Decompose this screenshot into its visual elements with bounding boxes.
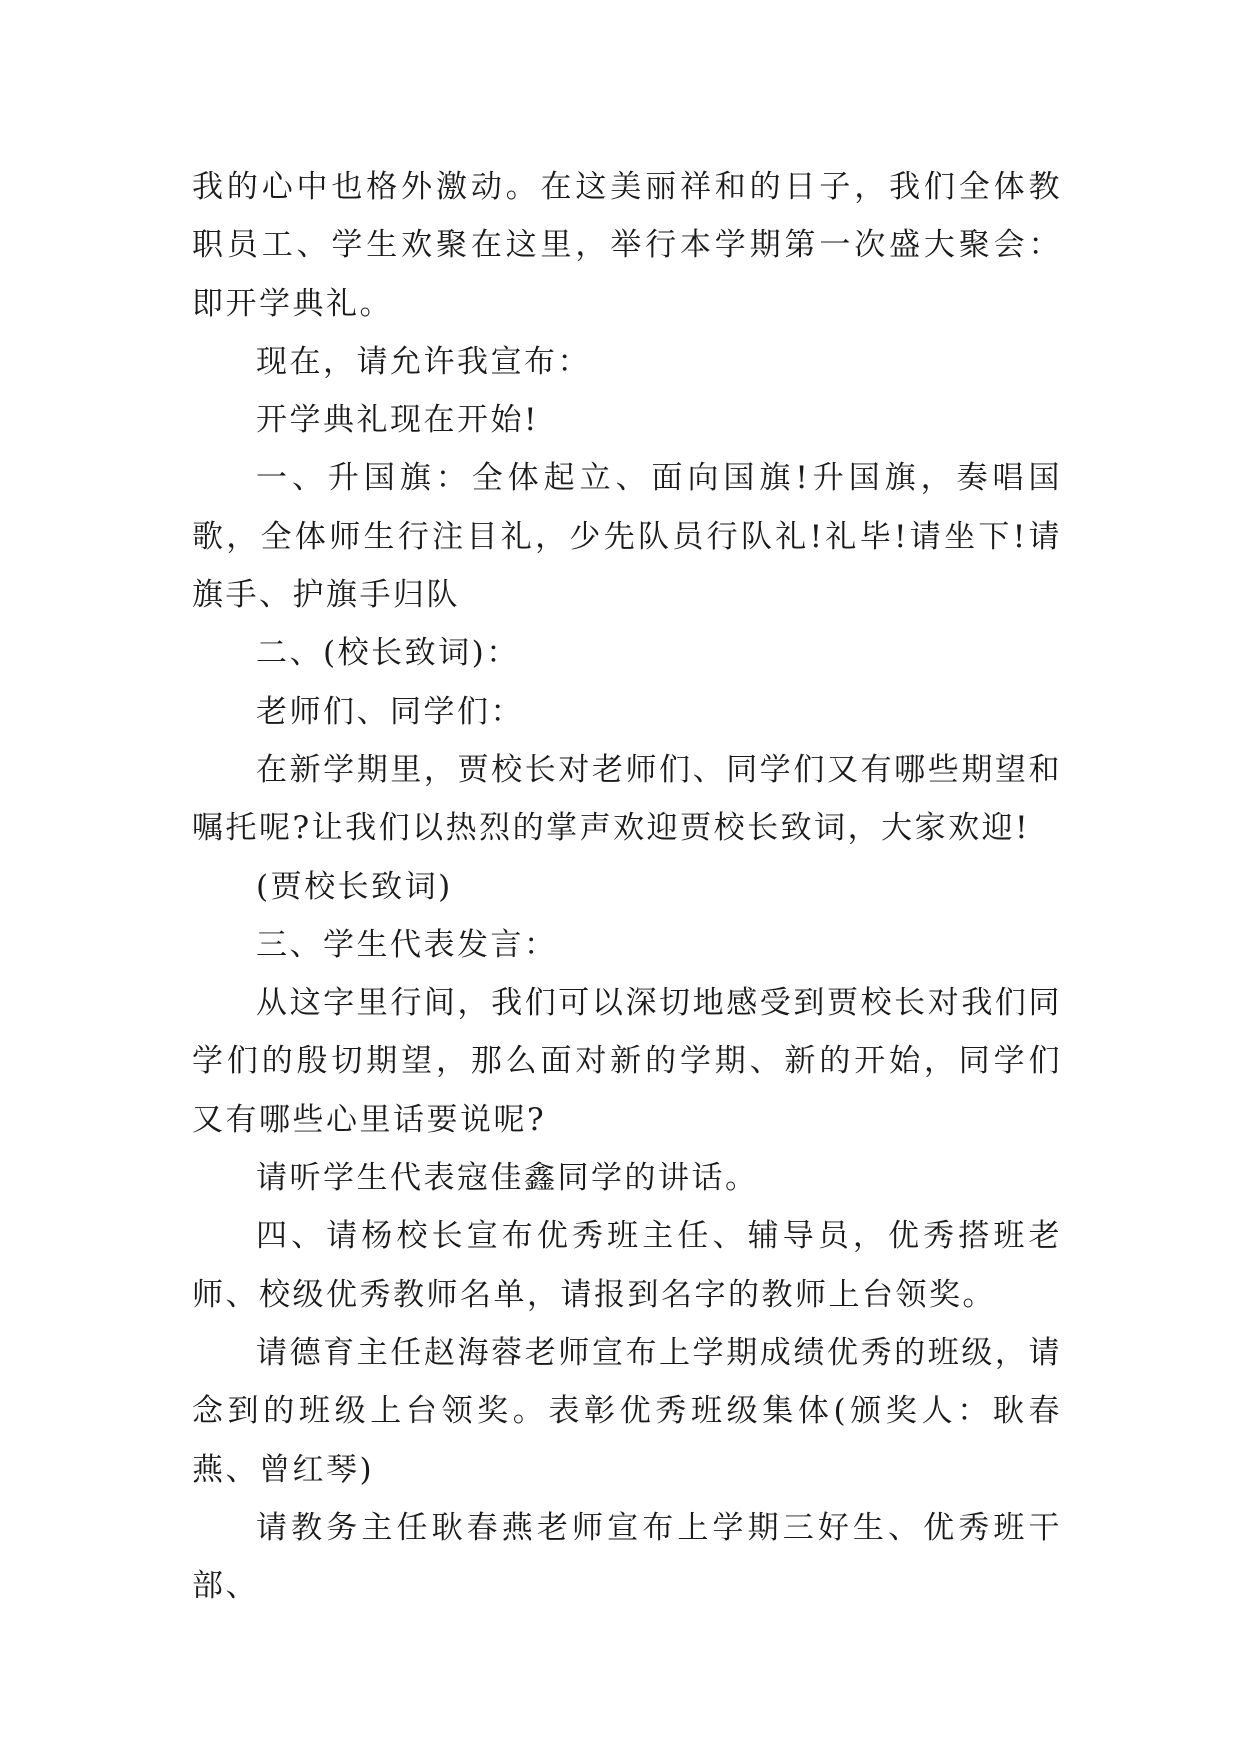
paragraph-12: 四、请杨校长宣布优秀班主任、辅导员，优秀搭班老师、校级优秀教师名单，请报到名字的教师上台领奖。: [192, 1218, 1062, 1313]
paragraph-1: 我的心中也格外激动。在这美丽祥和的日子，我们全体教职员工、学生欢聚在这里，举行本学期第一次盛大聚会：即开学典礼。: [192, 169, 1062, 322]
paragraph-5: 二、(校长致词)：: [256, 635, 520, 672]
paragraph-9: 三、学生代表发言：: [256, 926, 558, 963]
paragraph-11: 请听学生代表寇佳鑫同学的讲话。: [256, 1160, 759, 1197]
paragraph-2: 现在，请允许我宣布：: [256, 343, 591, 380]
paragraph-7: 在新学期里，贾校长对老师们、同学们又有哪些期望和嘱托呢?让我们以热烈的掌声欢迎贾校长致词，大家欢迎!: [192, 751, 1062, 847]
paragraph-6: 老师们、同学们：: [256, 693, 524, 730]
paragraph-3: 开学典礼现在开始!: [256, 402, 539, 439]
paragraph-14: 请教务主任耿春燕老师宣布上学期三好生、优秀班干部、: [192, 1509, 1062, 1605]
document-body: [192, 158, 1062, 1615]
paragraph-4: 一、升国旗：全体起立、面向国旗!升国旗，奏唱国歌，全体师生行注目礼，少先队员行队礼!礼毕!请坐下!请旗手、护旗手归队: [192, 460, 1062, 614]
paragraph-10: 从这字里行间，我们可以深切地感受到贾校长对我们同学们的殷切期望，那么面对新的学期、新的开始，同学们又有哪些心里话要说呢?: [192, 985, 1062, 1138]
paragraph-8: (贾校长致词): [256, 868, 453, 905]
paragraph-13: 请德育主任赵海蓉老师宣布上学期成绩优秀的班级，请念到的班级上台领奖。表彰优秀班级集体(颁奖人：耿春燕、曾红琴): [192, 1334, 1062, 1488]
